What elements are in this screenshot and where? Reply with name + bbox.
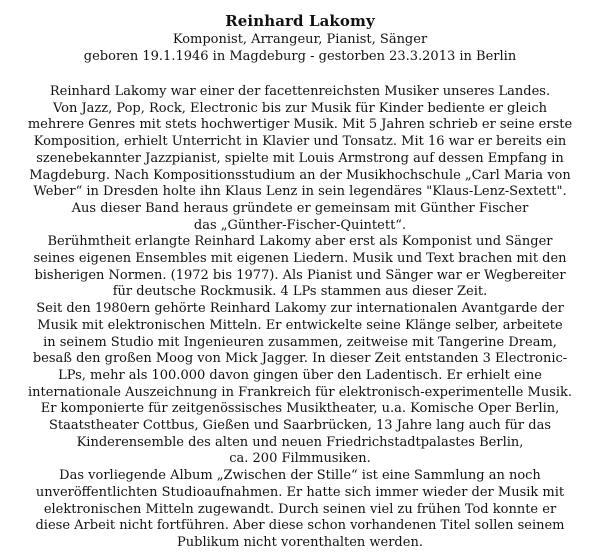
biography-text: [0, 84, 600, 552]
bio-line: Reinhard Lakomy war einer der facettenreichsten Musiker unseres Landes.: [49, 84, 551, 99]
bio-line: Komposition, erhielt Unterricht in Klavier und Tonsatz. Mit 16 war er bereits ein: [33, 134, 567, 150]
artist-roles: Komponist, Arrangeur, Pianist, Sänger: [172, 32, 428, 47]
document-page: [0, 12, 600, 552]
bio-line: unveröffentlichten Studioaufnahmen. Er hatte sich immer wieder der Musik mit: [35, 484, 565, 500]
bio-line: Aus dieser Band heraus gründete er gemeinsam mit Günther Fischer: [71, 200, 529, 216]
bio-line: seines eigenen Ensembles mit eigenen Liedern. Musik und Text brachen mit den: [33, 251, 567, 267]
bio-line: Berühmtheit erlangte Reinhard Lakomy aber erst als Komponist und Sänger: [47, 234, 553, 250]
bio-line: elektronischen Mitteln zugewandt. Durch seinen viel zu frühen Tod konnte er: [43, 501, 557, 517]
life-dates: geboren 19.1.1946 in Magdeburg - gestorben 23.3.2013 in Berlin: [83, 49, 517, 64]
bio-line: Staatstheater Cottbus, Gießen und Saarbrücken, 13 Jahre lang auch für das: [49, 418, 551, 434]
bio-line: Von Jazz, Pop, Rock, Electronic bis zur Musik für Kinder bediente er gleich: [52, 100, 548, 116]
bio-line: bisherigen Normen. (1972 bis 1977). Als Pianist und Sänger war er Wegbereiter: [34, 267, 566, 283]
bio-line: szenebekannter Jazzpianist, spielte mit Louis Armstrong auf dessen Empfang in: [36, 150, 564, 166]
bio-line: in seinem Studio mit Ingenieuren zusammen, zeitweise mit Tangerine Dream,: [43, 334, 557, 350]
bio-line: Das vorliegende Album „Zwischen der Stille“ ist eine Sammlung an noch: [59, 468, 541, 484]
bio-line: mehrere Genres mit stets hochwertiger Musik. Mit 5 Jahren schrieb er seine erste: [27, 117, 573, 133]
bio-line: diese Arbeit nicht fortführen. Aber diese schon vorhandenen Titel sollen seinem: [35, 518, 565, 534]
bio-line: für deutsche Rockmusik. 4 LPs stammen aus dieser Zeit.: [112, 284, 488, 300]
bio-line: Seit den 1980ern gehörte Reinhard Lakomy zur internationalen Avantgarde der: [36, 301, 564, 317]
bio-line: LPs, mehr als 100.000 davon gingen über den Ladentisch. Er erhielt eine: [58, 367, 542, 383]
bio-line: Musik mit elektronischen Mitteln. Er entwickelte seine Klänge selber, arbeitete: [37, 317, 563, 333]
bio-line: internationale Auszeichnung in Frankreich für elektronisch-experimentelle Musik.: [27, 384, 573, 400]
bio-line: besaß den großen Moog von Mick Jagger. In dieser Zeit entstanden 3 Electronic-: [32, 351, 568, 367]
bio-line: Publikum nicht vorenthalten werden.: [177, 534, 423, 550]
bio-line: Weber“ in Dresden holte ihn Klaus Lenz in sein legendäres "Klaus-Lenz-Sextett".: [33, 184, 567, 200]
bio-line: Er komponierte für zeitgenössisches Musiktheater, u.a. Komische Oper Berlin,: [40, 401, 560, 417]
artist-name-heading: Reinhard Lakomy: [225, 12, 375, 30]
bio-line: das „Günther-Fischer-Quintett“.: [193, 217, 407, 233]
bio-line: Magdeburg. Nach Kompositionsstudium an der Musikhochschule „Carl Maria von: [29, 167, 571, 183]
bio-line: Kinderensemble des alten und neuen Friedrichstadtpalastes Berlin,: [76, 434, 524, 450]
bio-line: ca. 200 Filmmusiken.: [229, 451, 371, 467]
